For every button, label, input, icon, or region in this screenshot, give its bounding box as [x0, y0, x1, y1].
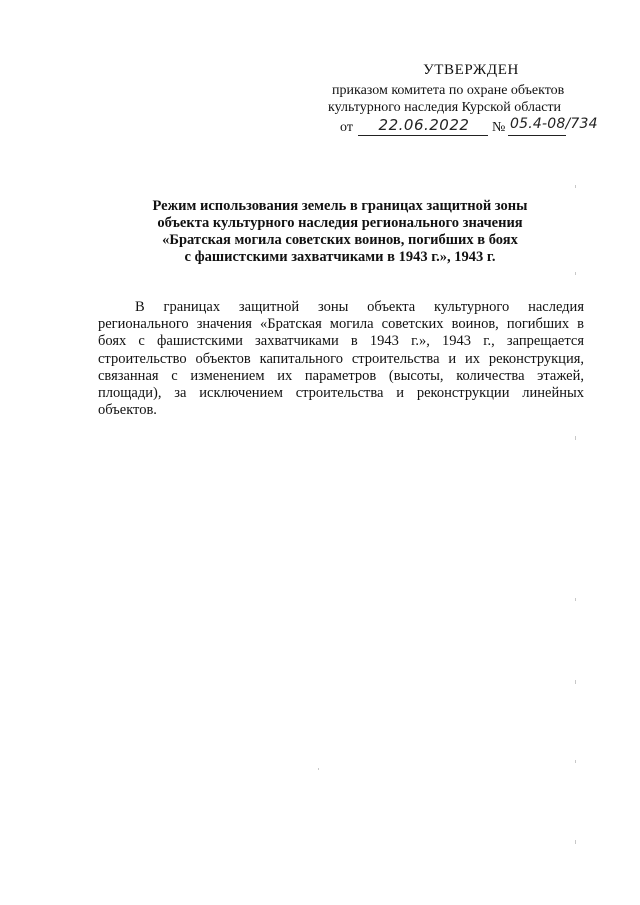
heading-line-2: объекта культурного наследия регионального значения	[157, 215, 523, 231]
scan-speck	[575, 185, 576, 188]
scan-speck	[575, 436, 576, 440]
heading-line-4: с фашистскими захватчиками в 1943 г.», 1943 г.	[184, 249, 496, 265]
scan-speck	[575, 272, 576, 275]
date-label: от	[340, 120, 353, 135]
body-paragraph: В границах защитной зоны объекта культурного наследия регионального значения «Братская могила советских воинов, погибших в боях с фашистскими захватчиками в 1943 г.», 1943 г., запрещается строительство объектов капитального строительства и их реконструкция, связанная с изменением их параметров (высоты, количества этажей, площади), за исключением строительства и реконструкции линейных объектов.	[98, 299, 584, 419]
scan-speck	[575, 840, 576, 844]
number-underline	[508, 135, 566, 136]
approval-line-2: культурного наследия Курской области	[328, 100, 562, 115]
document-heading	[100, 198, 580, 266]
scan-speck	[575, 598, 576, 601]
approval-title: УТВЕРЖДЕН	[423, 62, 519, 78]
heading-line-1: Режим использования земель в границах защитной зоны	[152, 198, 528, 214]
approval-block	[328, 60, 608, 139]
scan-speck	[575, 760, 576, 763]
handwritten-number: 05.4-08/734	[510, 116, 598, 132]
number-label: №	[492, 120, 506, 135]
heading-line-3: «Братская могила советских воинов, погибших в боях	[162, 232, 518, 248]
handwritten-date: 22.06.2022	[378, 116, 470, 134]
scan-speck	[575, 680, 576, 684]
approval-line-1: приказом комитета по охране объектов	[332, 83, 565, 98]
scan-speck	[318, 768, 319, 770]
date-underline	[358, 135, 488, 136]
approval-date-number-row	[328, 117, 608, 139]
